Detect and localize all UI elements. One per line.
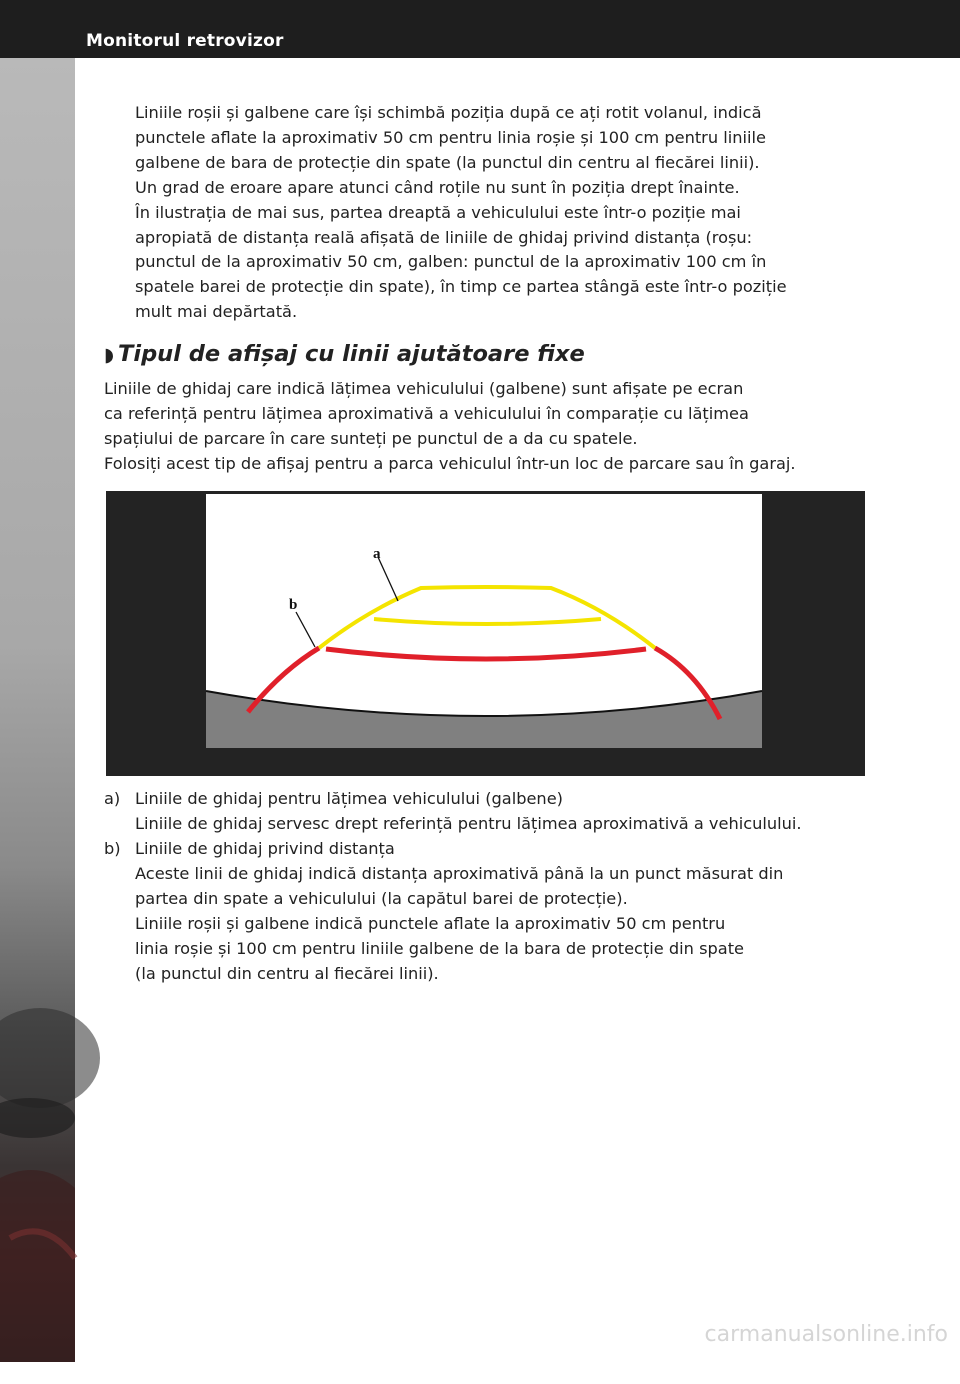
item-a-title: Liniile de ghidaj pentru lățimea vehiculului (galbene): [135, 789, 563, 808]
header-bar: [0, 0, 960, 58]
rear-camera-guide-figure: [106, 491, 865, 776]
page-number: 4-98: [5, 1360, 53, 1384]
item-b-letter: b): [104, 839, 121, 858]
item-a-text: Liniile de ghidaj servesc drept referință pentru lățimea aproximativă a vehiculului.: [135, 813, 802, 833]
item-b-text: Aceste linii de ghidaj indică distanța aproximativă până la un punct măsurat din partea din spate a vehiculului (la capătul barei de protecție). Liniile roșii și galbene indică punctele aflate la aproximativ 50 cm pentru linia roșie și 100 cm pentru liniile galbene de la bara de protecție din spate (la punctul din centru al fiecărei linii).: [135, 863, 784, 983]
label-a: a: [373, 546, 381, 562]
left-margin-photo-strip: [0, 58, 75, 1384]
section-paragraph-1: Liniile de ghidaj care indică lățimea vehiculului (galbene) sunt afișate pe ecran ca referință pentru lățimea aproximativă a vehiculului în comparație cu lățimea spațiului de parcare în care sunteți pe punctul de a da cu spatele.: [104, 379, 749, 448]
intro-paragraph: Liniile roșii și galbene care își schimbă poziția după ce ați rotit volanul, indică punctele aflate la aproximativ 50 cm pentru linia roșie și 100 cm pentru liniile galbene de bara de protecție din spate (la punctul din centru al fiecărei linii). Un grad de eroare apare atunci când roțile nu sunt în poziția drept înainte. În ilustrația de mai sus, partea dreaptă a vehiculului este într-o poziție mai apropiată de distanța reală afișată de liniile de ghidaj privind distanța (roșu: punctul de la aproximativ 50 cm, galben: punctul de la aproximativ 100 cm în spatele barei de protecție din spate), în timp ce partea stângă este într-o poziție mult mai depărtată.: [135, 103, 787, 322]
item-b-title: Liniile de ghidaj privind distanța: [135, 839, 395, 858]
item-b: [135, 837, 875, 986]
watermark: carmanualsonline.info: [704, 1322, 948, 1347]
item-a: [135, 787, 875, 837]
interior-photo-decoration: [0, 58, 75, 1362]
section-paragraph-2: Folosiți acest tip de afișaj pentru a parca vehiculul într-un loc de parcare sau în garaj.: [104, 454, 796, 473]
page-header-title: Monitorul retrovizor: [86, 31, 284, 51]
camera-screen-illustration: [106, 491, 865, 776]
section-heading: [104, 341, 585, 367]
label-b: b: [289, 597, 298, 613]
section-marker-icon: ◗: [104, 344, 115, 366]
section-title: Tipul de afișaj cu linii ajutătoare fixe: [118, 341, 585, 367]
item-a-letter: a): [104, 789, 121, 808]
